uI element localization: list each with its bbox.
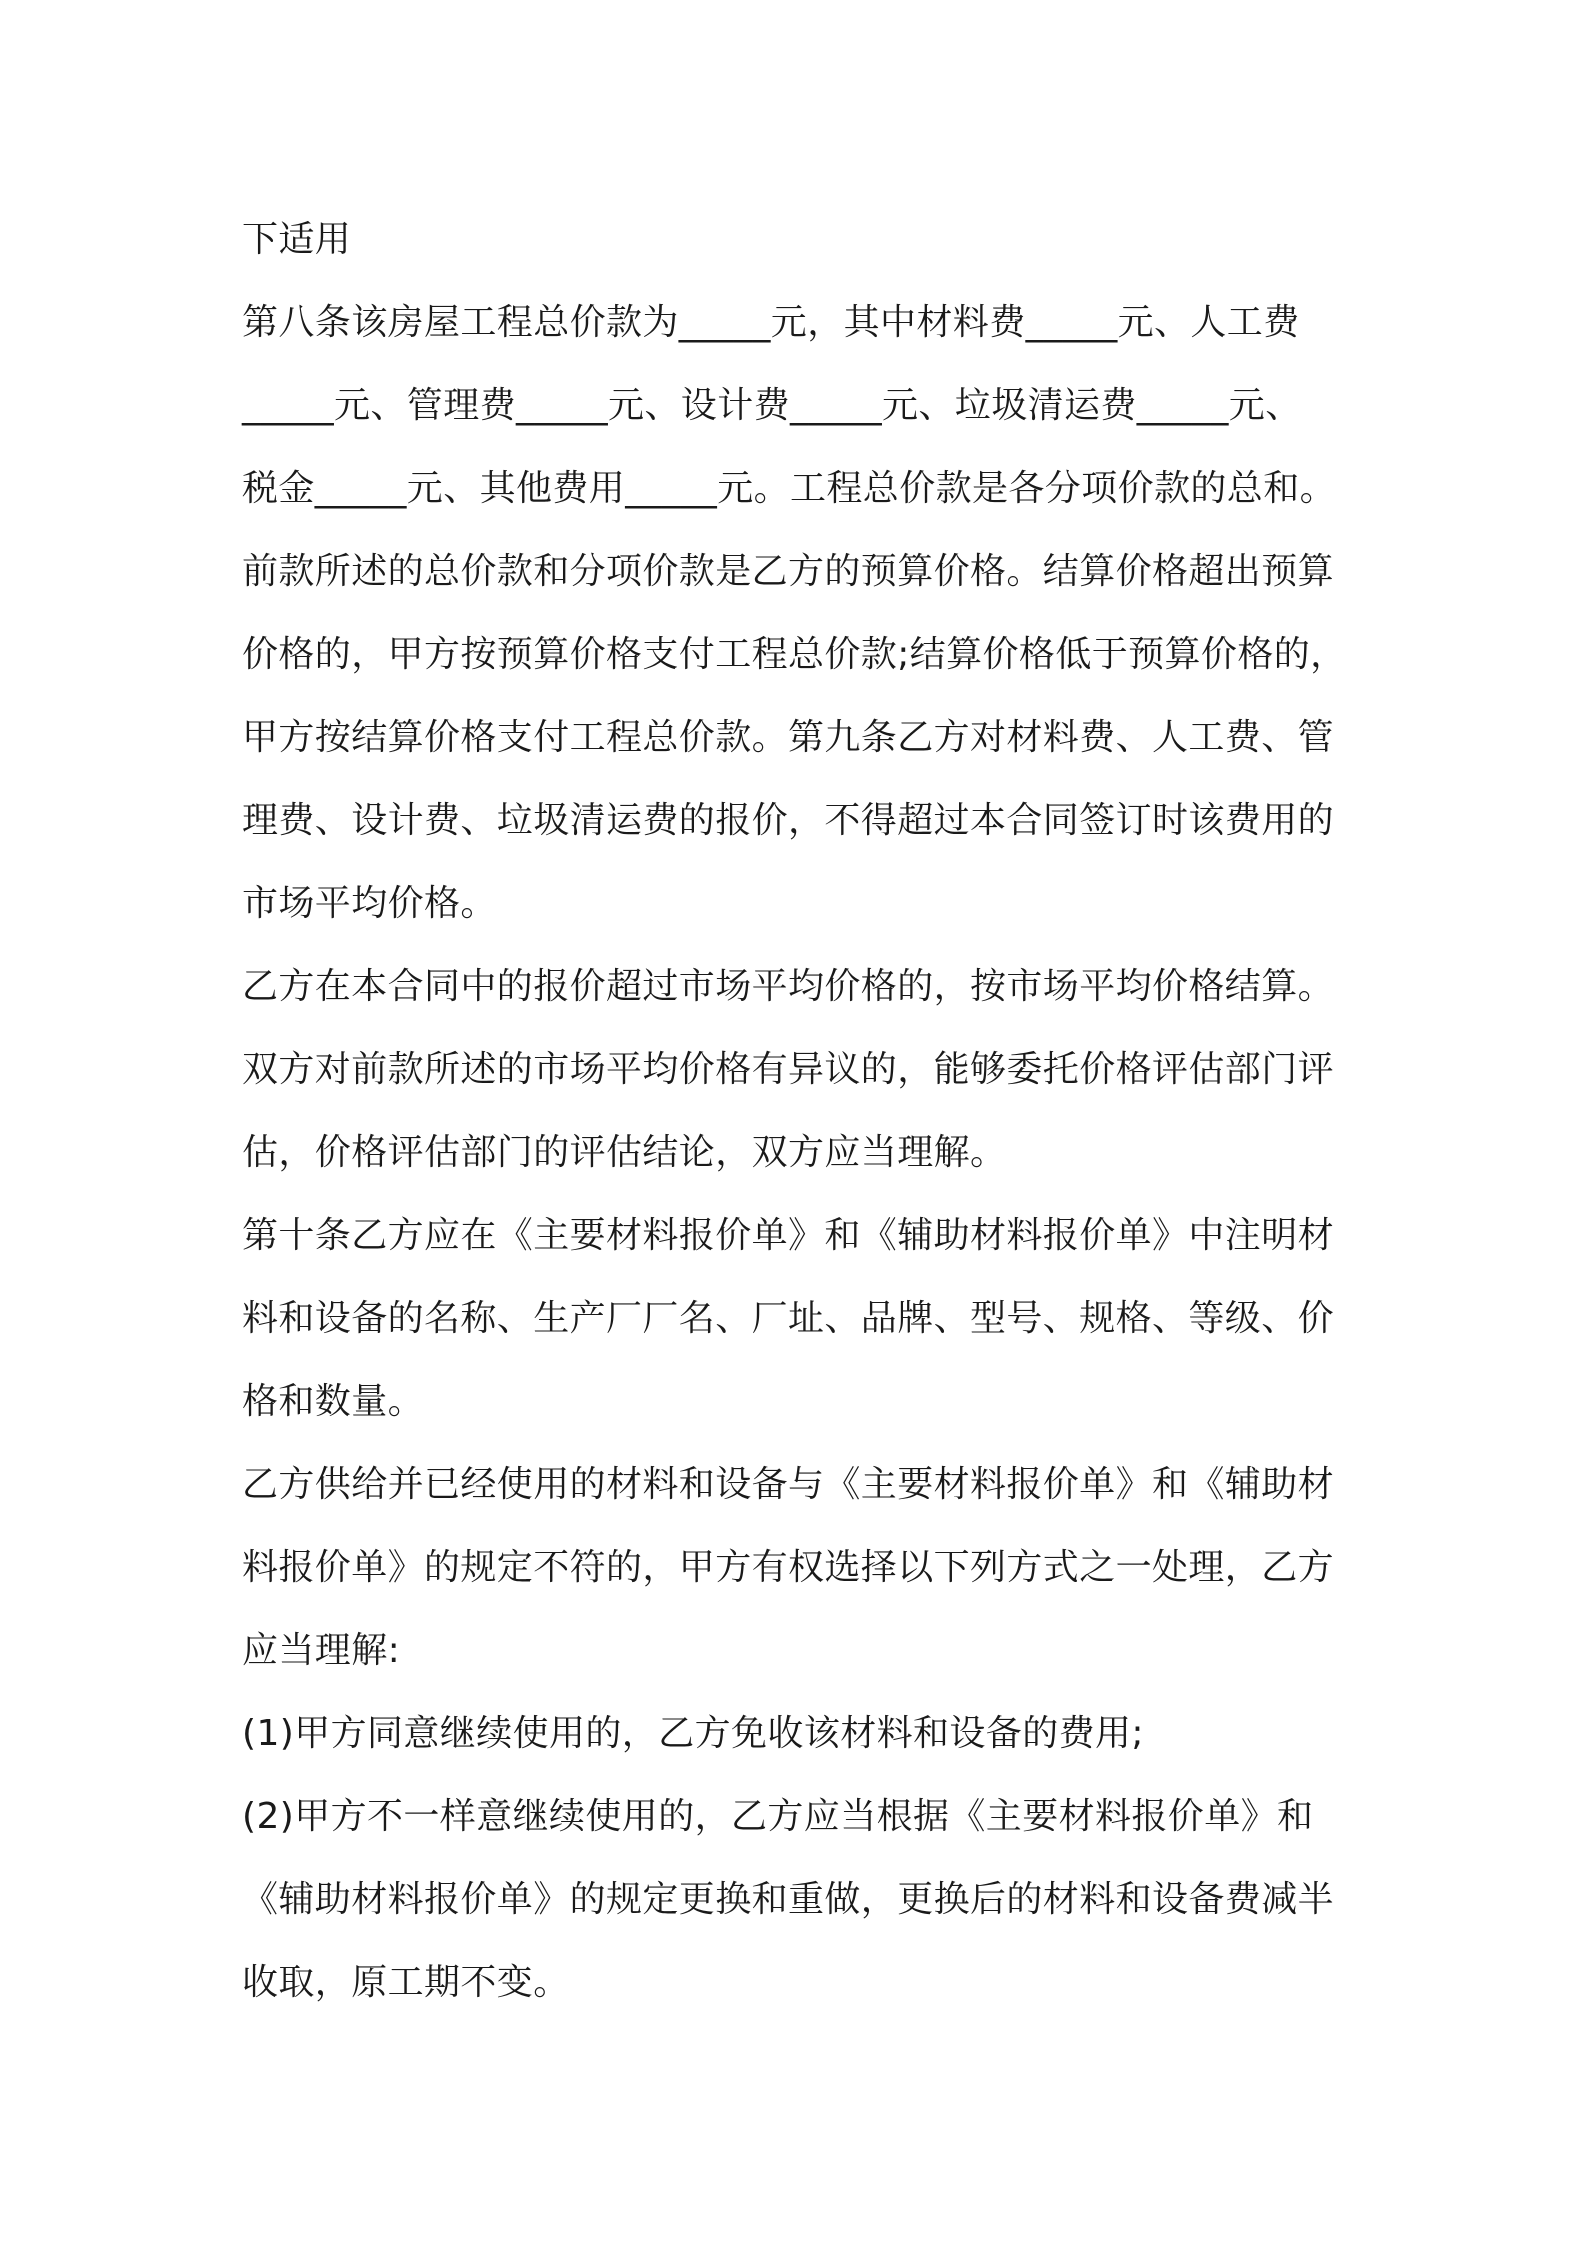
text-line: 乙方供给并已经使用的材料和设备与《主要材料报价单》和《辅助材 bbox=[242, 1464, 1335, 1505]
text-line: 《辅助材料报价单》的规定更换和重做，更换后的材料和设备费减半 bbox=[242, 1879, 1335, 1920]
text-line: (1)甲方同意继续使用的，乙方免收该材料和设备的费用; bbox=[242, 1713, 1144, 1754]
text-line: 价格的，甲方按预算价格支付工程总价款;结算价格低于预算价格的， bbox=[242, 634, 1347, 675]
text-line: 甲方按结算价格支付工程总价款。第九条乙方对材料费、人工费、管 bbox=[242, 717, 1335, 758]
text-line: 理费、设计费、垃圾清运费的报价，不得超过本合同签订时该费用的 bbox=[242, 800, 1335, 841]
document-body bbox=[242, 198, 1352, 2024]
text-line: 乙方在本合同中的报价超过市场平均价格的，按市场平均价格结算。 bbox=[242, 966, 1335, 1007]
text-line: 下适用 bbox=[242, 219, 352, 260]
text-line: (2)甲方不一样意继续使用的，乙方应当根据《主要材料报价单》和 bbox=[242, 1796, 1314, 1837]
text-line: 收取，原工期不变。 bbox=[242, 1962, 570, 2003]
text-line: 料报价单》的规定不符的，甲方有权选择以下列方式之一处理，乙方 bbox=[242, 1547, 1335, 1588]
text-line: 估，价格评估部门的评估结论，双方应当理解。 bbox=[242, 1132, 1007, 1173]
text-line: 应当理解: bbox=[242, 1630, 401, 1671]
text-line: _____元、管理费_____元、设计费_____元、垃圾清运费_____元、 bbox=[242, 385, 1302, 426]
text-line: 格和数量。 bbox=[242, 1381, 425, 1422]
text-line: 第八条该房屋工程总价款为_____元，其中材料费_____元、人工费 bbox=[242, 302, 1300, 343]
text-line: 双方对前款所述的市场平均价格有异议的，能够委托价格评估部门评 bbox=[242, 1049, 1335, 1090]
text-line: 前款所述的总价款和分项价款是乙方的预算价格。结算价格超出预算 bbox=[242, 551, 1335, 592]
text-line: 料和设备的名称、生产厂厂名、厂址、品牌、型号、规格、等级、价 bbox=[242, 1298, 1335, 1339]
text-line: 税金_____元、其他费用_____元。工程总价款是各分项价款的总和。 bbox=[242, 468, 1337, 509]
text-line: 市场平均价格。 bbox=[242, 883, 497, 924]
text-line: 第十条乙方应在《主要材料报价单》和《辅助材料报价单》中注明材 bbox=[242, 1215, 1335, 1256]
